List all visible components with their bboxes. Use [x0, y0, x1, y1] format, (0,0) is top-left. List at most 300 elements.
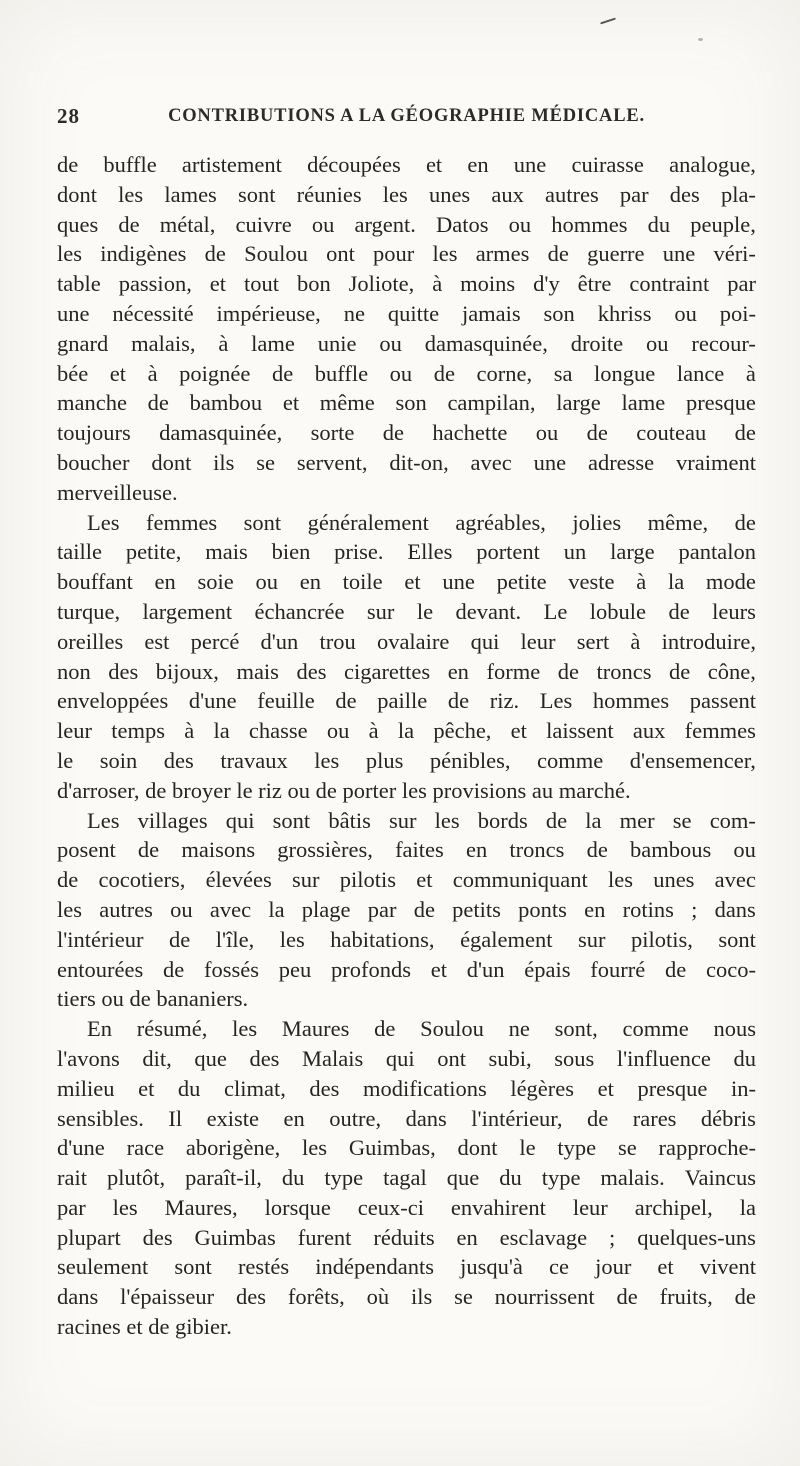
word: se: [672, 807, 692, 833]
word: d'y: [533, 271, 560, 297]
scan-artifact-mark: [600, 18, 616, 25]
word: l'intérieur,: [471, 1105, 563, 1131]
text-line: [57, 1223, 756, 1253]
word: profonds: [330, 956, 411, 982]
word: les: [302, 1135, 328, 1161]
word: boucher: [57, 449, 130, 475]
word: de: [162, 956, 185, 982]
word: où: [366, 1284, 390, 1310]
word: de: [57, 152, 79, 177]
word: plus: [365, 747, 404, 773]
word: non: [57, 658, 91, 684]
word: légères: [510, 1075, 575, 1101]
word: tagal: [383, 1165, 427, 1191]
word: d'un: [260, 628, 299, 654]
word: le: [57, 747, 74, 773]
word: rait: [57, 1165, 87, 1191]
word: des: [142, 1224, 173, 1250]
word: ;: [609, 1224, 616, 1250]
word: com-: [709, 807, 756, 833]
word: jolies: [572, 509, 622, 535]
text-line: [57, 835, 756, 865]
word: droite: [570, 330, 624, 356]
word: campilan,: [447, 390, 536, 416]
word: trou: [319, 628, 356, 654]
word: toujours: [57, 420, 131, 446]
word: et: [597, 1075, 614, 1101]
word: aux: [632, 718, 666, 744]
word: restés: [237, 1254, 290, 1280]
word: l'île,: [215, 926, 255, 952]
word: buffle: [103, 152, 157, 177]
word: plupart: [57, 1224, 121, 1250]
word: dans: [714, 896, 756, 922]
word: jusqu'à: [460, 1254, 523, 1280]
word: de: [413, 896, 435, 922]
word: ponts: [518, 896, 567, 922]
word: sensibles.: [57, 1105, 144, 1131]
word: qui: [225, 807, 255, 833]
word: type: [324, 1165, 364, 1191]
word: khriss: [597, 300, 652, 326]
word: et: [138, 1075, 155, 1101]
text-line: [57, 1252, 756, 1282]
word: longue: [594, 360, 656, 386]
text-line: d'arroser, de broyer le riz ou de porter les provisions au marché.: [57, 777, 631, 803]
text-line: [57, 1193, 756, 1223]
word: Il: [168, 1105, 183, 1131]
word: tout: [243, 271, 279, 297]
word: cône,: [707, 658, 756, 684]
word: de: [557, 658, 579, 684]
word: recour-: [691, 330, 756, 356]
word: sa: [553, 360, 573, 386]
word: son: [543, 300, 575, 326]
word: impérieuse,: [216, 300, 321, 326]
word: du: [733, 1045, 756, 1071]
text-line: [57, 329, 756, 359]
word: sur: [578, 926, 606, 952]
word: Vaincus: [684, 1165, 756, 1191]
word: soin: [99, 747, 138, 773]
word: subi,: [488, 1045, 532, 1071]
word: le: [519, 1135, 536, 1161]
word: les: [279, 926, 305, 952]
word: également: [460, 926, 553, 952]
word: leur: [520, 628, 556, 654]
word: de: [204, 241, 226, 267]
word: jour: [595, 1254, 632, 1280]
text-line: [57, 1282, 756, 1312]
word: que: [194, 1045, 227, 1071]
text-line: [57, 210, 756, 240]
word: bâtis: [328, 807, 371, 833]
word: petits: [452, 896, 501, 922]
word: lames: [164, 181, 217, 207]
word: Les: [87, 509, 120, 535]
word: taille: [57, 539, 102, 565]
word: nécessité: [112, 300, 194, 326]
word: Malais: [302, 1045, 364, 1071]
word: une: [533, 449, 567, 475]
word: outre,: [329, 1105, 382, 1131]
word: ils: [213, 449, 235, 475]
word: par: [619, 181, 649, 207]
word: bambous: [629, 837, 712, 863]
word: du: [281, 1165, 305, 1191]
word: et: [416, 867, 433, 893]
text-line: [57, 508, 756, 538]
word: type: [557, 1135, 597, 1161]
word: l'épaisseur: [120, 1284, 215, 1310]
word: laissent: [546, 718, 614, 744]
word: une: [513, 152, 547, 177]
word: à: [368, 718, 379, 744]
word: archipel,: [634, 1194, 713, 1220]
word: petite: [496, 569, 547, 595]
text-line: [57, 180, 756, 210]
word: Maures,: [164, 1194, 238, 1220]
word: à: [636, 569, 647, 595]
word: et: [430, 956, 447, 982]
word: mais: [205, 539, 248, 565]
word: ou: [311, 211, 335, 237]
word: en: [456, 1224, 478, 1250]
word: unes: [653, 867, 695, 893]
text-line: [57, 1163, 756, 1193]
word: ce: [548, 1254, 569, 1280]
word: leur: [572, 1194, 608, 1220]
word: les: [57, 896, 82, 922]
word: se: [454, 1284, 473, 1310]
word: peu: [278, 956, 312, 982]
text-line: [57, 686, 756, 716]
word: du: [177, 1075, 201, 1101]
word: sont: [237, 181, 276, 207]
text-line: [57, 1044, 756, 1074]
word: l'influence: [616, 1045, 711, 1071]
word: ou: [255, 569, 278, 595]
word: cuirasse: [571, 152, 644, 177]
word: pêche,: [433, 718, 492, 744]
word: bien: [271, 539, 311, 565]
word: cuivre: [235, 211, 292, 237]
word: en: [299, 569, 321, 595]
word: pantalon: [678, 539, 756, 565]
word: Datos: [436, 211, 489, 237]
word: la: [268, 896, 285, 922]
word: hommes: [592, 688, 670, 714]
word: feuille: [257, 688, 315, 714]
word: véri-: [713, 241, 756, 267]
word: des: [236, 1284, 266, 1310]
word: esclavage: [499, 1224, 588, 1250]
word: Le: [543, 598, 568, 624]
text-line: [57, 865, 756, 895]
word: avec: [714, 867, 756, 893]
word: de: [137, 837, 160, 863]
word: mais: [236, 658, 279, 684]
word: métal,: [159, 211, 216, 237]
text-line: [57, 627, 756, 657]
word: lobule: [589, 598, 646, 624]
word: sont,: [554, 1016, 598, 1042]
word: table: [57, 271, 101, 297]
word: de: [271, 360, 294, 386]
word: milieu: [57, 1075, 115, 1101]
word: des: [669, 181, 700, 207]
word: forêts,: [287, 1284, 345, 1310]
word: communiquant: [452, 867, 588, 893]
word: ou: [646, 330, 669, 356]
word: se: [617, 1135, 637, 1161]
word: indigènes: [100, 241, 187, 267]
word: travaux: [220, 747, 288, 773]
word: grossières,: [277, 837, 373, 863]
word: poi-: [719, 300, 756, 326]
word: résumé,: [136, 1016, 208, 1042]
word: climat,: [223, 1075, 286, 1101]
text-line: [57, 657, 756, 687]
word: ovalaire: [376, 628, 450, 654]
word: l'intérieur: [57, 926, 144, 952]
word: par: [727, 271, 756, 297]
word: ou: [379, 330, 402, 356]
word: d'un: [466, 956, 505, 982]
word: dans: [405, 1105, 447, 1131]
word: à: [147, 360, 158, 386]
word: lance: [676, 360, 725, 386]
body-text: [57, 150, 756, 1342]
word: même,: [647, 509, 709, 535]
word: argent.: [354, 211, 416, 237]
word: vivent: [699, 1254, 756, 1280]
word: autres: [545, 181, 599, 207]
word: et: [282, 390, 300, 416]
word: et: [109, 360, 127, 386]
word: rotins: [622, 896, 674, 922]
word: par: [57, 1194, 86, 1220]
word: armes: [475, 241, 530, 267]
word: plutôt,: [106, 1165, 166, 1191]
word: ;: [691, 896, 698, 922]
word: de: [616, 1284, 638, 1310]
word: dont: [457, 1135, 498, 1161]
word: pla-: [720, 181, 756, 207]
word: ont: [437, 1045, 466, 1071]
word: large: [556, 390, 601, 416]
word: de: [668, 598, 690, 624]
running-title: CONTRIBUTIONS A LA GÉOGRAPHIE MÉDICALE.: [168, 105, 645, 127]
word: la: [667, 569, 685, 595]
word: seulement: [57, 1254, 149, 1280]
word: dit-on,: [389, 449, 449, 475]
word: fourré: [590, 956, 646, 982]
word: devant.: [455, 598, 522, 624]
word: que: [446, 1165, 480, 1191]
word: pour: [373, 241, 415, 267]
word: les: [118, 181, 144, 207]
word: réunies: [296, 181, 362, 207]
word: jamais: [461, 300, 521, 326]
word: chasse: [248, 718, 308, 744]
word: des: [249, 1045, 280, 1071]
word: sur: [388, 807, 417, 833]
word: bambou: [189, 390, 263, 416]
word: les: [314, 747, 340, 773]
word: Les: [539, 688, 573, 714]
word: buffle: [314, 360, 369, 386]
word: lame: [251, 330, 295, 356]
word: à: [630, 628, 641, 654]
word: sorte: [310, 420, 355, 446]
text-line: [57, 955, 756, 985]
word: fruits,: [659, 1284, 713, 1310]
word: sur: [366, 598, 395, 624]
word: presque: [637, 1075, 708, 1101]
word: unie: [317, 330, 357, 356]
word: toile: [342, 569, 383, 595]
word: damasquinée,: [424, 330, 548, 356]
word: ou: [508, 211, 532, 237]
text-line: [57, 806, 756, 836]
word: de: [734, 1284, 756, 1310]
word: passion,: [118, 271, 192, 297]
word: rapproche-: [658, 1135, 756, 1161]
word: une: [57, 300, 90, 326]
word: couteau: [636, 420, 707, 446]
word: d'une: [188, 688, 237, 714]
word: fossés: [203, 956, 259, 982]
text-line: [57, 597, 756, 627]
word: furent: [297, 1224, 352, 1250]
text-line: [57, 925, 756, 955]
word: Joliote,: [348, 271, 415, 297]
word: de: [586, 420, 608, 446]
word: moins: [460, 271, 516, 297]
word: enveloppées: [57, 688, 169, 714]
word: malais,: [131, 330, 196, 356]
word: de: [374, 1016, 396, 1042]
word: son: [395, 390, 427, 416]
word: en: [467, 152, 489, 177]
text-line: [57, 895, 756, 925]
word: En: [87, 1016, 112, 1042]
word: les: [112, 1194, 138, 1220]
word: les: [607, 867, 633, 893]
word: leurs: [712, 598, 756, 624]
word: lame: [621, 390, 666, 416]
word: posent: [57, 837, 116, 863]
word: ou: [674, 300, 697, 326]
paragraph-3: [57, 806, 756, 1015]
word: paille: [377, 688, 428, 714]
word: dit,: [142, 1045, 172, 1071]
word: la: [739, 1194, 756, 1220]
word: unes: [428, 181, 471, 207]
word: de: [335, 688, 357, 714]
word: habitations,: [330, 926, 435, 952]
word: un: [563, 539, 587, 565]
text-line: [57, 1074, 756, 1104]
word: troncs: [596, 658, 652, 684]
word: malais.: [600, 1165, 665, 1191]
word: qui: [470, 628, 500, 654]
word: de: [382, 420, 405, 446]
text-line: [57, 1133, 756, 1163]
word: ont: [326, 241, 355, 267]
word: Soulou: [244, 241, 308, 267]
word: lorsque: [264, 1194, 331, 1220]
word: soie: [197, 569, 234, 595]
word: ou: [389, 360, 413, 386]
word: Soulou: [420, 1016, 484, 1042]
word: quitte: [387, 300, 440, 326]
text-line: merveilleuse.: [57, 479, 178, 505]
word: bijoux,: [155, 658, 219, 684]
word: bouffant: [57, 569, 133, 595]
scan-artifact-speck: [698, 38, 703, 41]
word: portent: [476, 539, 540, 565]
text-line: [57, 418, 756, 448]
paragraph-2: [57, 508, 756, 806]
word: épais: [524, 956, 571, 982]
word: hachette: [432, 420, 508, 446]
word: avec: [470, 449, 512, 475]
word: artistement: [181, 152, 282, 177]
word: aborigène,: [185, 1135, 281, 1161]
word: large: [610, 539, 655, 565]
word: dont: [151, 449, 192, 475]
word: envahirent: [450, 1194, 546, 1220]
word: de: [734, 420, 756, 446]
paragraph-1: [57, 150, 756, 508]
word: les: [434, 807, 460, 833]
word: à: [432, 271, 443, 297]
word: de: [118, 211, 140, 237]
word: à: [218, 330, 229, 356]
word: élevées: [205, 867, 272, 893]
word: avec: [209, 896, 252, 922]
word: de: [169, 926, 191, 952]
word: d'une: [57, 1135, 105, 1161]
word: bon: [296, 271, 331, 297]
word: cocotiers,: [98, 867, 186, 893]
word: les: [382, 181, 408, 207]
word: plage: [301, 896, 351, 922]
word: hommes: [551, 211, 628, 237]
word: des: [296, 658, 327, 684]
word: presque: [685, 390, 756, 416]
page-number: 28: [57, 104, 80, 128]
word: de: [545, 807, 568, 833]
word: à: [745, 360, 756, 386]
word: en: [283, 1105, 305, 1131]
word: contraint: [629, 271, 710, 297]
word: sert: [576, 628, 610, 654]
word: nous: [713, 1016, 756, 1042]
word: de: [587, 1105, 609, 1131]
word: vraiment: [676, 449, 756, 475]
word: en: [584, 896, 606, 922]
word: en: [447, 658, 469, 684]
word: en: [154, 569, 176, 595]
text-line: [57, 299, 756, 329]
word: veste: [568, 569, 615, 595]
word: de: [147, 390, 169, 416]
word: Maures: [281, 1016, 350, 1042]
word: et: [425, 152, 443, 177]
